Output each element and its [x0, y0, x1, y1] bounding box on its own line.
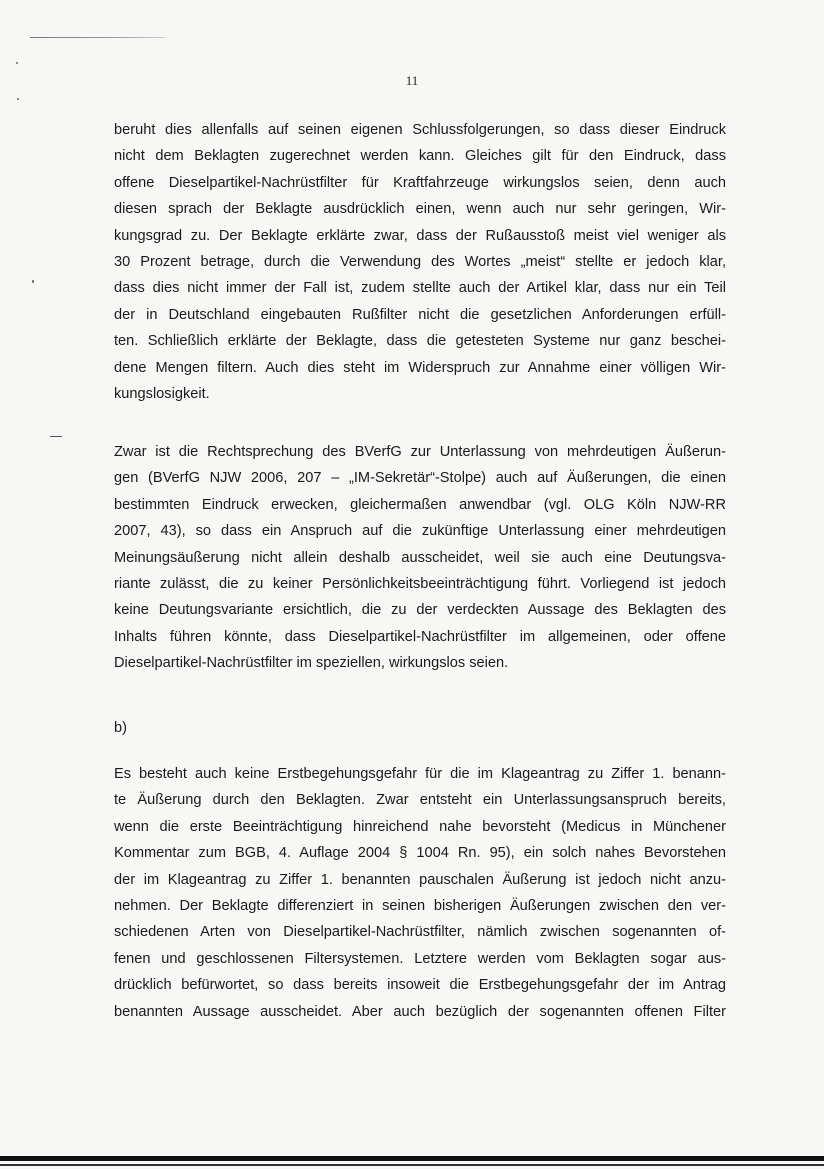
- text-line: bestimmten Eindruck erwecken, gleichermaßen anwendbar (vgl. OLG Köln NJW-RR: [114, 496, 726, 513]
- scan-speck: [17, 98, 19, 100]
- scan-bottom-edge-2: [0, 1164, 824, 1166]
- section-label: b): [114, 720, 127, 736]
- text-line: Dieselpartikel-Nachrüstfilter im speziellen, wirkungslos seien.: [114, 655, 509, 672]
- text-line: Kommentar zum BGB, 4. Auflage 2004 § 1004 Rn. 95), ein solch nahes Bevorstehen: [114, 845, 726, 862]
- text-line: kungslosigkeit.: [114, 386, 210, 403]
- text-line: der in Deutschland eingebauten Rußfilter nicht die gesetzlichen Anforderungen erfüll-: [114, 306, 726, 323]
- text-line: Meinungsäußerung nicht allein deshalb ausscheidet, weil sie auch eine Deutungsva-: [114, 549, 726, 566]
- scan-artifact-line: [30, 37, 165, 38]
- text-line: drücklich befürwortet, so dass bereits insoweit die Erstbegehungsgefahr der im Antrag: [114, 977, 726, 994]
- text-line: nicht dem Beklagten zugerechnet werden kann. Gleiches gilt für den Eindruck, dass: [114, 148, 726, 165]
- text-line: keine Deutungsvariante ersichtlich, die zu der verdeckten Aussage des Beklagten des: [114, 602, 726, 619]
- text-line: wenn die erste Beeinträchtigung hinreichend nahe bevorsteht (Medicus in Münchener: [114, 818, 726, 835]
- scan-speck: [16, 62, 18, 64]
- text-line: der im Klageantrag zu Ziffer 1. benannten pauschalen Äußerung ist jedoch nicht anzu-: [114, 871, 726, 888]
- text-line: offene Dieselpartikel-Nachrüstfilter für Kraftfahrzeuge wirkungslos seien, denn auch: [114, 174, 726, 191]
- paragraph-2: [114, 439, 726, 677]
- text-line: dene Mengen filtern. Auch dies steht im Widerspruch zur Annahme einer völligen Wir-: [114, 359, 726, 376]
- text-line: beruht dies allenfalls auf seinen eigenen Schlussfolgerungen, so dass dieser Eindruck: [114, 122, 726, 138]
- scan-speck: [32, 280, 34, 283]
- text-line: schiedenen Arten von Dieselpartikel-Nachrüstfilter, nämlich zwischen sogenannten of-: [114, 924, 726, 941]
- paragraph-3: [114, 761, 726, 1025]
- page-number: 11: [405, 73, 419, 88]
- text-line: Inhalts führen könnte, dass Dieselpartikel-Nachrüstfilter im allgemeinen, oder offene: [114, 628, 726, 645]
- text-line: Zwar ist die Rechtsprechung des BVerfG zur Unterlassung von mehrdeutigen Äußerun-: [114, 444, 726, 460]
- paragraph-1: [114, 117, 726, 407]
- text-line: 30 Prozent betrage, durch die Verwendung des Wortes „meist“ stellte er jedoch klar,: [114, 254, 726, 271]
- text-line: diesen sprach der Beklagte ausdrücklich einen, wenn auch nur sehr geringen, Wir-: [114, 201, 726, 218]
- text-line: gen (BVerfG NJW 2006, 207 – „IM-Sekretär“-Stolpe) auch auf Äußerungen, die einen: [114, 470, 726, 487]
- text-line: benannten Aussage ausscheidet. Aber auch bezüglich der sogenannten offenen Filter: [114, 1003, 726, 1020]
- text-line: dass dies nicht immer der Fall ist, zudem stellte auch der Artikel klar, dass nur ein Teil: [114, 280, 726, 297]
- text-line: ten. Schließlich erklärte der Beklagte, dass die getesteten Systeme nur ganz beschei-: [114, 333, 726, 350]
- text-line: Es besteht auch keine Erstbegehungsgefahr für die im Klageantrag zu Ziffer 1. benann-: [114, 766, 726, 782]
- scan-bottom-edge: [0, 1156, 824, 1161]
- text-line: riante zulässt, die zu keiner Persönlichkeitsbeeinträchtigung führt. Vorliegend ist jedoch: [114, 576, 726, 593]
- text-line: nehmen. Der Beklagte differenziert in seinen bisherigen Äußerungen zwischen den ver-: [114, 898, 726, 915]
- text-line: 2007, 43), so dass ein Anspruch auf die zukünftige Unterlassung einer mehrdeutigen: [114, 523, 726, 540]
- text-line: te Äußerung durch den Beklagten. Zwar entsteht ein Unterlassungsanspruch bereits,: [114, 792, 726, 809]
- text-line: fenen und geschlossenen Filtersystemen. Letztere werden vom Beklagten sogar aus-: [114, 950, 726, 967]
- text-line: kungsgrad zu. Der Beklagte erklärte zwar, dass der Rußausstoß meist viel weniger als: [114, 227, 726, 244]
- margin-dash-mark: [50, 436, 62, 437]
